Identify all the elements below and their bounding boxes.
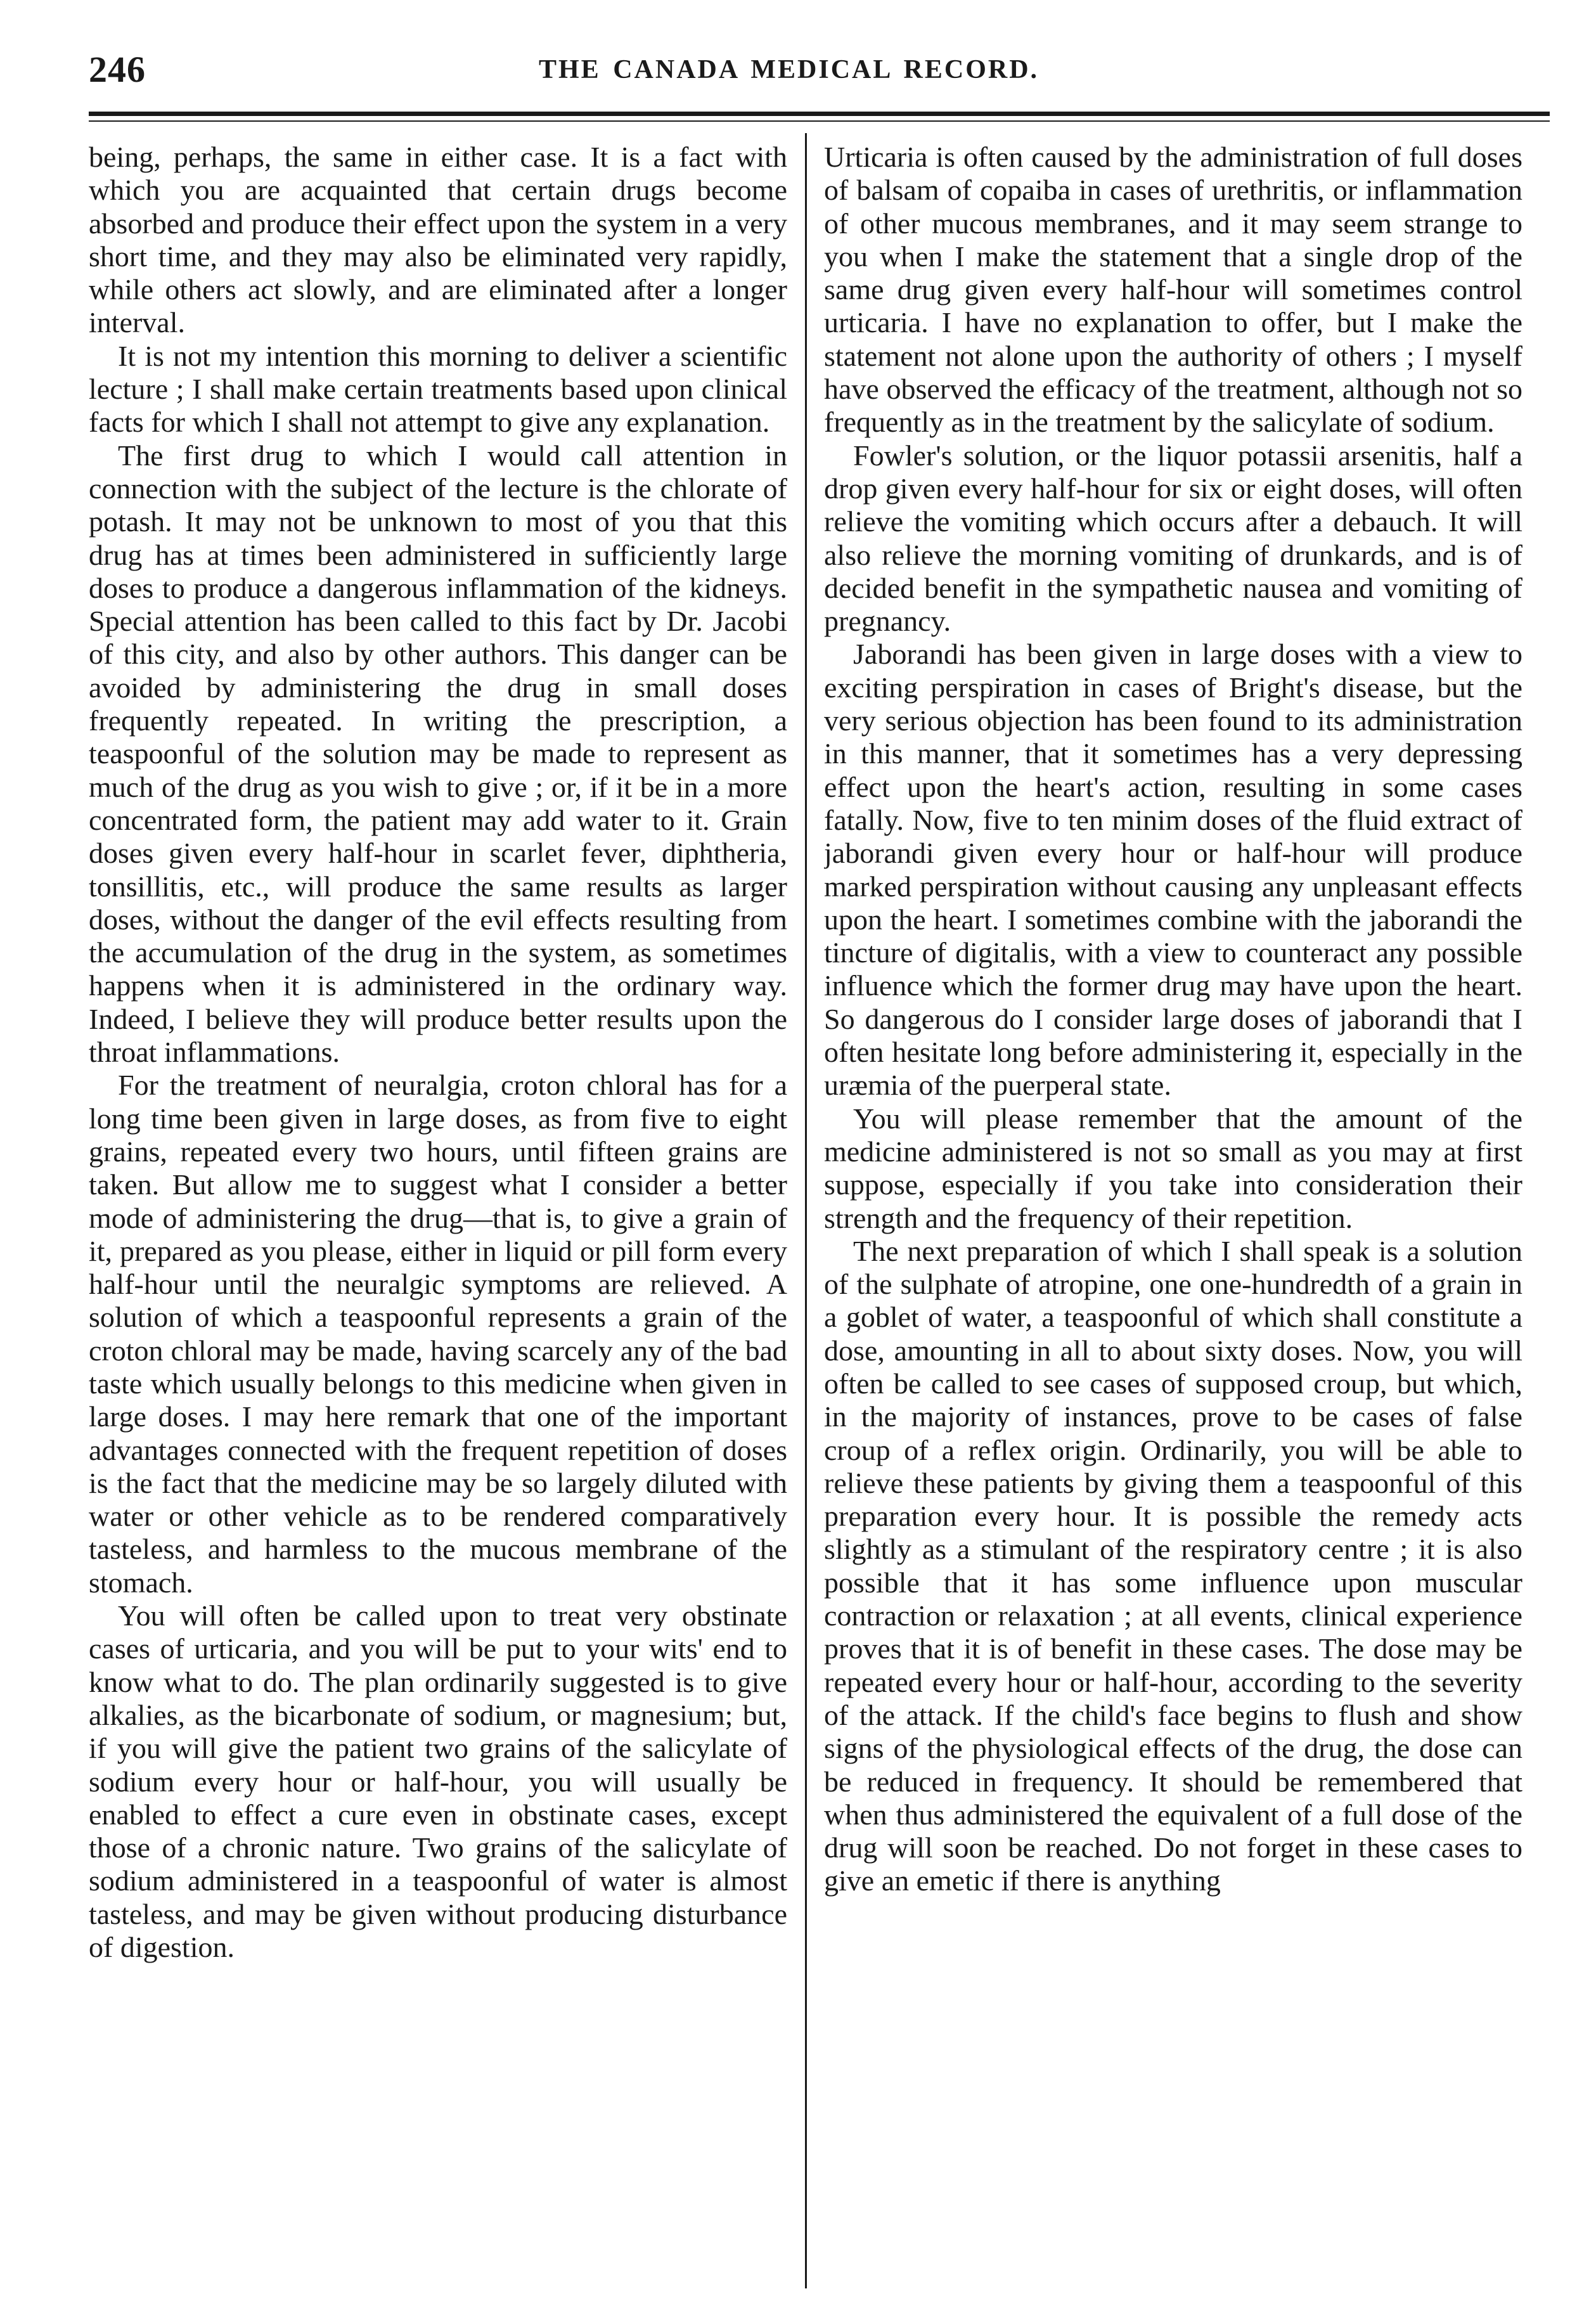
paragraph: The next preparation of which I shall speak is a solution of the sulphate of atropine, one one-hundredth of a grain in a goblet of water, a teaspoonful of which shall constitute a dose, amounting in all to about sixty doses. Now, you will often be called to see cases of supposed croup, but which, in the majority of instances, prove to be cases of false croup of a reflex origin. Ordinarily, you will be able to relieve these patients by giving them a teaspoonful of this preparation every hour. It is possible the remedy acts slightly as a stimulant of the respiratory centre ; it is also possible that it has some influence upon muscular contraction or relaxation ; at all events, clinical experience proves that it is of benefit in these cases. The dose may be repeated every hour or half-hour, according to the severity of the attack. If the child's face begins to flush and show signs of the physiological effects of the drug, the dose can be reduced in frequency. It should be remembered that when thus administered the equivalent of a full dose of the drug will soon be reached. Do not forget in these cases to give an emetic if there is anything xyxy=(824,1234,1522,1897)
paragraph: You will often be called upon to treat very obstinate cases of urticaria, and you will be put to your wits' end to know what to do. The plan ordinarily suggested is to give alkalies, as the bicarbonate of sodium, or magnesium; but, if you will give the patient two grains of the salicylate of sodium every hour or half-hour, you will usually be enabled to effect a cure even in obstinate cases, except those of a chronic nature. Two grains of the salicylate of sodium administered in a teaspoonful of water is almost tasteless, and may be given without producing disturbance of digestion. xyxy=(89,1599,787,1964)
header-rule-thick xyxy=(89,112,1550,116)
paragraph: The first drug to which I would call attention in connection with the subject of the lecture is the chlorate of potash. It may not be unknown to most of you that this drug has at times been administered in sufficiently large doses to produce a dangerous inflammation of the kidneys. Special attention has been called to this fact by Dr. Jacobi of this city, and also by other authors. This danger can be avoided by administering the drug in small doses frequently repeated. In writing the prescription, a teaspoonful of the solution may be made to represent as much of the drug as you wish to give ; or, if it be in a more concentrated form, the patient may add water to it. Grain doses given every half-hour in scarlet fever, diphtheria, tonsillitis, etc., will produce the same results as larger doses, without the danger of the evil effects resulting from the accumulation of the drug in the system, as sometimes happens when it is administered in the ordinary way. Indeed, I believe they will produce better results upon the throat inflammations. xyxy=(89,439,787,1069)
left-column xyxy=(89,141,787,2283)
running-head: THE CANADA MEDICAL RECORD. xyxy=(539,55,1039,84)
paragraph: Urticaria is often caused by the administration of full doses of balsam of copaiba in cases of urethritis, or inflammation of other mucous membranes, and it may seem strange to you when I make the statement that a single drop of the same drug given every half-hour will sometimes control urticaria. I have no explanation to offer, but I make the statement not alone upon the authority of others ; I myself have observed the efficacy of the treatment, although not so frequently as in the treatment by the salicylate of sodium. xyxy=(824,141,1522,439)
paragraph: Fowler's solution, or the liquor potassii arsenitis, half a drop given every half-hour for six or eight doses, will often relieve the vomiting which occurs after a debauch. It will also relieve the morning vomiting of drunkards, and is of decided benefit in the sympathetic nausea and vomiting of pregnancy. xyxy=(824,439,1522,638)
paragraph: It is not my intention this morning to deliver a scientific lecture ; I shall make certain treatments based upon clinical facts for which I shall not attempt to give any explanation. xyxy=(89,339,787,439)
right-column xyxy=(824,141,1522,2283)
page-number: 246 xyxy=(89,49,146,90)
header-rule-thin xyxy=(89,120,1550,122)
paragraph: For the treatment of neuralgia, croton chloral has for a long time been given in large doses, as from five to eight grains, repeated every two hours, until fifteen grains are taken. But allow me to suggest what I consider a better mode of administering the drug—that is, to give a grain of it, prepared as you please, either in liquid or pill form every half-hour until the neuralgic symptoms are relieved. A solution of which a teaspoonful represents a grain of the croton chloral may be made, having scarcely any of the bad taste which usually belongs to this medicine when given in large doses. I may here remark that one of the important advantages connected with the frequent repetition of doses is the fact that the medicine may be so largely diluted with water or other vehicle as to be rendered comparatively tasteless, and harmless to the mucous membrane of the stomach. xyxy=(89,1069,787,1599)
paragraph: You will please remember that the amount of the medicine administered is not so small as you may at first suppose, especially if you take into consideration their strength and the frequency of their repetition. xyxy=(824,1102,1522,1234)
column-divider xyxy=(805,133,807,2288)
paragraph: being, perhaps, the same in either case. It is a fact with which you are acquainted that certain drugs become absorbed and produce their effect upon the system in a very short time, and they may also be eliminated very rapidly, while others act slowly, and are eliminated after a longer interval. xyxy=(89,141,787,339)
paragraph: Jaborandi has been given in large doses with a view to exciting perspiration in cases of Bright's disease, but the very serious objection has been found to its administration in this manner, that it sometimes has a very depressing effect upon the heart's action, resulting in some cases fatally. Now, five to ten minim doses of the fluid extract of jaborandi given every hour or half-hour will produce marked perspiration without causing any unpleasant effects upon the heart. I sometimes combine with the jaborandi the tincture of digitalis, with a view to counteract any possible influence which the former drug may have upon the heart. So dangerous do I consider large doses of jaborandi that I often hesitate long before administering it, especially in the uræmia of the puerperal state. xyxy=(824,638,1522,1102)
